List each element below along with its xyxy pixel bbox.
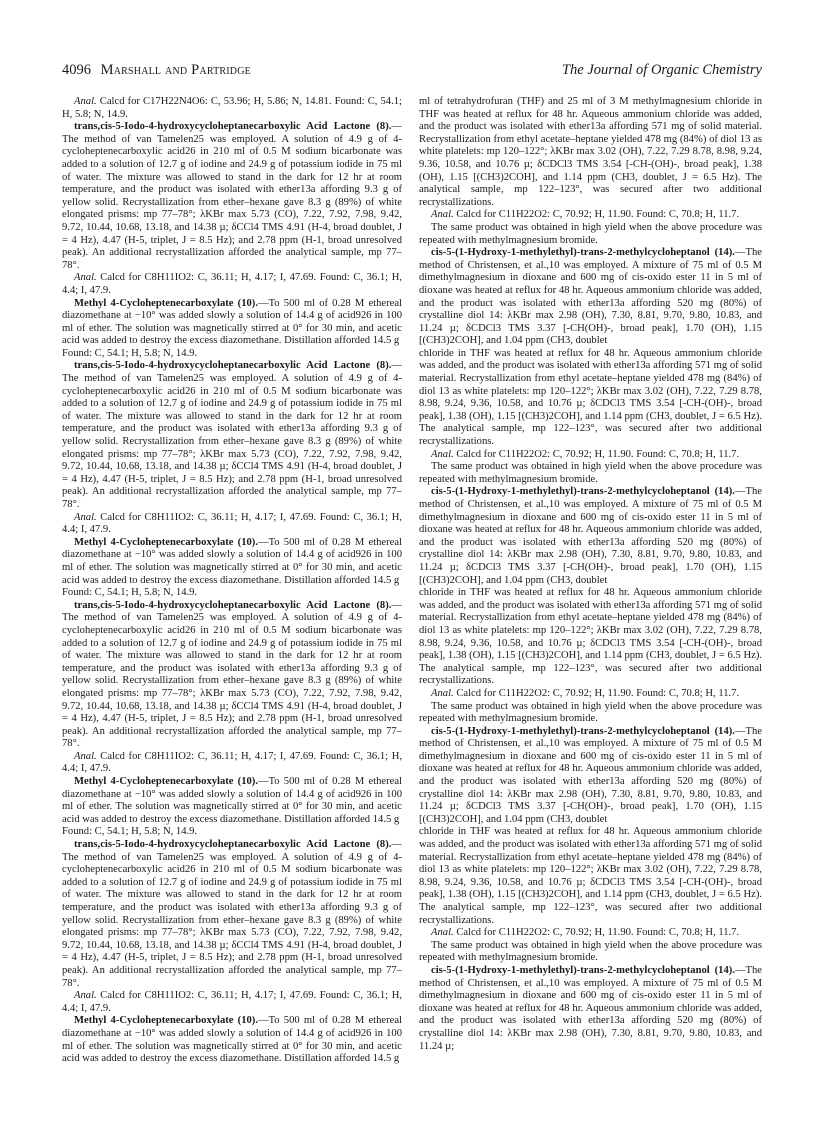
procedure-text: —The method of Christensen, et al.,10 was employed. A mixture of 75 ml of 0.5 M dimethylmagnesium in dioxane and 600 mg of cis-oxido ester 11 in 5 ml of dioxane was heated at reflux for 48 hr. Aqueous ammonium chloride was added, and the product was isolated with ether13a affording 520 mg (80%) of crystalline diol 14: λKBr max 2.98 (OH), 7.30, 8.81, 9.70, 9.80, 10.83, and 11.24 µ; δCDCl3 TMS 3.37 [-CH(OH)-, broad peak], 1.70 (OH), 1.15 [(CH3)2COH], and 1.04 ppm (CH3, doublet	[419, 486, 762, 586]
analysis-label: Anal.	[431, 927, 454, 939]
compound-title: Methyl 4-Cycloheptenecarboxylate (10).	[74, 776, 258, 788]
body-paragraph: The same product was obtained in high yield when the above procedure was repeated with methylmagnesium bromide.	[419, 461, 762, 485]
compound-title: trans,cis-5-Iodo-4-hydroxycycloheptanecarboxylic Acid Lactone (8).	[74, 839, 392, 851]
analysis-values: Calcd for C11H22O2: C, 70.92; H, 11.90. Found: C, 70.8; H, 11.7.	[456, 448, 740, 460]
overlapping-text-fragment: chloride in THF was heated at reflux for 48 hr. Aqueous ammonium chloride was added, and the product was isolated with ether13a affording 571 mg of solid material. Recrystallization from ethyl acetate–heptane yielded 478 mg (84%) of diol 13 as white platelets: mp 120–122°; λKBr max 3.02 (OH), 7.22, 7.29 8.78, 8.98, 9.24, 9.36, 10.58, and 10.76 µ; δCDCl3 TMS 3.54 [-CH-(OH)-, broad peak], 1.38 (OH), 1.15 [(CH3)2COH], and 1.14 ppm (CH3, doublet, J = 6.5 Hz). The analytical sample, mp 122–123°, was secured after two additional recrystallizations.	[419, 826, 762, 926]
body-paragraph: The same product was obtained in high yield when the above procedure was repeated with methylmagnesium bromide.	[419, 939, 762, 964]
analysis-values: Calcd for C11H22O2: C, 70.92; H, 11.90. Found: C, 70.8; H, 11.7.	[456, 687, 740, 699]
compound-title: Methyl 4-Cycloheptenecarboxylate (10).	[74, 297, 258, 309]
procedure-paragraph	[62, 1015, 402, 1065]
page-number: 4096	[62, 62, 91, 78]
procedure-paragraph	[62, 537, 402, 587]
analysis-label: Anal.	[74, 750, 97, 762]
compound-title: trans,cis-5-Iodo-4-hydroxycycloheptanecarboxylic Acid Lactone (8).	[74, 599, 392, 611]
procedure-text: —The method of van Tamelen25 was employed. A solution of 4.9 g of 4-cycloheptenecarboxylic acid26 in 210 ml of 0.5 M sodium bicarbonate was added to a solution of 12.7 g of iodine and 24.9 g of potassium iodide in 75 ml of water. The mixture was allowed to stand in the dark for 12 hr at room temperature, and the product was isolated with ether13a affording 9.3 g of yellow solid. Recrystallization from ether–hexane gave 8.3 g (89%) of white elongated prisms: mp 77–78°; λKBr max 5.73 (CO), 7.22, 7.92, 7.98, 9.42, 9.72, 10.44, 10.68, 13.18, and 14.38 µ; δCCl4 TMS 4.91 (H-4, broad doublet, J = 4 Hz), 4.47 (H-5, triplet, J = 8.5 Hz); and 2.78 ppm (H-1, broad unresolved peak). An additional recrystallization afforded the analytical sample, mp 77–78°.	[62, 599, 402, 750]
compound-title: Methyl 4-Cycloheptenecarboxylate (10).	[74, 536, 258, 548]
procedure-paragraph	[419, 965, 762, 1053]
analysis-paragraph	[62, 272, 402, 297]
procedure-text: —The method of van Tamelen25 was employed. A solution of 4.9 g of 4-cycloheptenecarboxylic acid26 in 210 ml of 0.5 M sodium bicarbonate was added to a solution of 12.7 g of iodine and 24.9 g of potassium iodide in 75 ml of water. The mixture was allowed to stand in the dark for 12 hr at room temperature, and the product was isolated with ether13a affording 9.3 g of yellow solid. Recrystallization from ether–hexane gave 8.3 g (89%) of white elongated prisms: mp 77–78°; λKBr max 5.73 (CO), 7.22, 7.92, 7.98, 9.42, 9.72, 10.44, 10.68, 13.18, and 14.38 µ; δCCl4 TMS 4.91 (H-4, broad doublet, J = 4 Hz), 4.47 (H-5, triplet, J = 8.5 Hz); and 2.78 ppm (H-1, broad unresolved peak). An additional recrystallization afforded the analytical sample, mp 77–78°.	[62, 121, 402, 271]
analysis-paragraph	[419, 927, 762, 940]
procedure-text: —To 500 ml of 0.28 M ethereal diazomethane at −10° was added slowly a solution of 14.4 g of acid926 in 100 ml of ether. The solution was magnetically stirred at 0° for 30 min, and acetic acid was added to destroy the excess diazomethane. Distillation afforded 14.5 g	[62, 297, 402, 347]
procedure-text: —The method of Christensen, et al.,10 was employed. A mixture of 75 ml of 0.5 M dimethylmagnesium in dioxane and 600 mg of cis-oxido ester 11 in 5 ml of dioxane was heated at reflux for 48 hr. Aqueous ammonium chloride was added, and the product was isolated with ether13a affording 520 mg (80%) of crystalline diol 14: λKBr max 2.98 (OH), 7.30, 8.81, 9.70, 9.80, 10.83, and 11.24 µ; δCDCl3 TMS 3.37 [-CH(OH)-, broad peak], 1.70 (OH), 1.15 [(CH3)2COH], and 1.04 ppm (CH3, doublet	[419, 247, 762, 347]
header-left	[62, 60, 251, 80]
body-paragraph: ml of tetrahydrofuran (THF) and 25 ml of 3 M methylmagnesium chloride in THF was heated at reflux for 48 hr. Aqueous ammonium chloride was added, and the product was isolated with ether13a affording 571 mg of solid material. Recrystallization from ethyl acetate–heptane yielded 478 mg (84%) of diol 13 as white platelets: mp 120–122°; λKBr max 3.02 (OH), 7.22, 7.29 8.78, 8.98, 9.24, 9.36, 10.58, and 10.76 µ; δCDCl3 TMS 3.54 [-CH-(OH)-, broad peak], 1.38 (OH), 1.15 [(CH3)2COH], and 1.14 ppm (CH3, doublet, J = 6.5 Hz). The analytical sample, mp 122–123°, was secured after two additional recrystallizations.	[419, 96, 762, 208]
analysis-paragraph	[62, 96, 402, 121]
procedure-text: —To 500 ml of 0.28 M ethereal diazomethane at −10° was added slowly a solution of 14.4 g of acid926 in 100 ml of ether. The solution was magnetically stirred at 0° for 30 min, and acetic acid was added to destroy the excess diazomethane. Distillation afforded 14.5 g	[62, 776, 402, 825]
author-names: Marshall and Partridge	[100, 62, 251, 78]
left-column	[62, 96, 402, 1147]
procedure-text: —The method of Christensen, et al.,10 was employed. A mixture of 75 ml of 0.5 M dimethylmagnesium in dioxane and 600 mg of cis-oxido ester 11 in 5 ml of dioxane was heated at reflux for 48 hr. Aqueous ammonium chloride was added, and the product was isolated with ether13a affording 520 mg (80%) of crystalline diol 14: λKBr max 2.98 (OH), 7.30, 8.81, 9.70, 9.80, 10.83, and 11.24 µ; δCDCl3 TMS 3.37 [-CH(OH)-, broad peak], 1.70 (OH), 1.15 [(CH3)2COH], and 1.04 ppm (CH3, doublet	[419, 725, 762, 825]
overlapping-text-fragment: chloride in THF was heated at reflux for 48 hr. Aqueous ammonium chloride was added, and the product was isolated with ether13a affording 571 mg of solid material. Recrystallization from ethyl acetate–heptane yielded 478 mg (84%) of diol 13 as white platelets: mp 120–122°; λKBr max 3.02 (OH), 7.22, 7.29 8.78, 8.98, 9.24, 9.36, 10.58, and 10.76 µ; δCDCl3 TMS 3.54 [-CH-(OH)-, broad peak], 1.38 (OH), 1.15 [(CH3)2COH], and 1.14 ppm (CH3, doublet, J = 6.5 Hz). The analytical sample, mp 122–123°, was secured after two additional recrystallizations.	[419, 587, 762, 687]
analysis-label: Anal.	[74, 96, 97, 107]
compound-title: cis-5-(1-Hydroxy-1-methylethyl)-trans-2-methylcycloheptanol (14).	[431, 964, 735, 976]
analysis-label: Anal.	[74, 272, 97, 284]
procedure-paragraph	[419, 486, 762, 587]
procedure-text: —The method of van Tamelen25 was employed. A solution of 4.9 g of 4-cycloheptenecarboxylic acid26 in 210 ml of 0.5 M sodium bicarbonate was added to a solution of 12.7 g of iodine and 24.9 g of potassium iodide in 75 ml of water. The mixture was allowed to stand in the dark for 12 hr at room temperature, and the product was isolated with ether13a affording 9.3 g of yellow solid. Recrystallization from ether–hexane gave 8.3 g (89%) of white elongated prisms: mp 77–78°; λKBr max 5.73 (CO), 7.22, 7.92, 7.98, 9.42, 9.72, 10.44, 10.68, 13.18, and 14.38 µ; δCCl4 TMS 4.91 (H-4, broad doublet, J = 4 Hz), 4.47 (H-5, triplet, J = 8.5 Hz); and 2.78 ppm (H-1, broad unresolved peak). An additional recrystallization afforded the analytical sample, mp 77–78°.	[62, 839, 402, 989]
procedure-paragraph	[62, 600, 402, 751]
running-header	[62, 60, 762, 80]
analysis-label: Anal.	[431, 448, 454, 460]
analysis-label: Anal.	[74, 990, 97, 1002]
journal-name: The Journal of Organic Chemistry	[561, 62, 762, 78]
overlapping-text-fragment: Found: C, 54.1; H, 5.8; N, 14.9.	[62, 347, 198, 359]
analysis-values: Calcd for C17H22N4O6: C, 53.96; H, 5.86; N, 14.81. Found: C, 54.1; H, 5.8; N, 14.9.	[62, 96, 402, 120]
body-paragraph: The same product was obtained in high yield when the above procedure was repeated with methylmagnesium bromide.	[419, 700, 762, 725]
procedure-paragraph	[62, 839, 402, 990]
compound-title: cis-5-(1-Hydroxy-1-methylethyl)-trans-2-methylcycloheptanol (14).	[431, 247, 735, 259]
procedure-paragraph	[62, 298, 402, 348]
analysis-paragraph	[62, 990, 402, 1015]
overlapping-text-fragment: chloride in THF was heated at reflux for 48 hr. Aqueous ammonium chloride was added, and the product was isolated with ether13a affording 571 mg of solid material. Recrystallization from ethyl acetate–heptane yielded 478 mg (84%) of diol 13 as white platelets: mp 120–122°; λKBr max 3.02 (OH), 7.22, 7.29 8.78, 8.98, 9.24, 9.36, 10.58, and 10.76 µ; δCDCl3 TMS 3.54 [-CH-(OH)-, broad peak], 1.38 (OH), 1.15 [(CH3)2COH], and 1.14 ppm (CH3, doublet, J = 6.5 Hz). The analytical sample, mp 122–123°, was secured after two additional recrystallizations.	[419, 347, 762, 448]
compound-title: cis-5-(1-Hydroxy-1-methylethyl)-trans-2-methylcycloheptanol (14).	[431, 725, 735, 737]
procedure-text: —To 500 ml of 0.28 M ethereal diazomethane at −10° was added slowly a solution of 14.4 g of acid926 in 100 ml of ether. The solution was magnetically stirred at 0° for 30 min, and acetic acid was added to destroy the excess diazomethane. Distillation afforded 14.5 g	[62, 536, 402, 586]
analysis-values: Calcd for C8H11IO2: C, 36.11; H, 4.17; I, 47.69. Found: C, 36.1; H, 4.4; I, 47.9.	[62, 511, 402, 536]
analysis-values: Calcd for C8H11IO2: C, 36.11; H, 4.17; I, 47.69. Found: C, 36.1; H, 4.4; I, 47.9.	[62, 750, 402, 775]
procedure-text: —The method of Christensen, et al.,10 was employed. A mixture of 75 ml of 0.5 M dimethylmagnesium in dioxane and 600 mg of cis-oxido ester 11 in 5 ml of dioxane was heated at reflux for 48 hr. Aqueous ammonium chloride was added, and the product was isolated with ether13a affording 520 mg (80%) of crystalline diol 14: λKBr max 2.98 (OH), 7.30, 8.81, 9.70, 9.80, 10.83, and 11.24 µ;	[419, 964, 762, 1052]
analysis-paragraph	[419, 688, 762, 701]
compound-title: trans,cis-5-Iodo-4-hydroxycycloheptanecarboxylic Acid Lactone (8).	[74, 121, 392, 133]
procedure-paragraph	[419, 726, 762, 827]
procedure-paragraph	[62, 121, 402, 272]
analysis-label: Anal.	[431, 687, 454, 699]
procedure-text: —The method of van Tamelen25 was employed. A solution of 4.9 g of 4-cycloheptenecarboxylic acid26 in 210 ml of 0.5 M sodium bicarbonate was added to a solution of 12.7 g of iodine and 24.9 g of potassium iodide in 75 ml of water. The mixture was allowed to stand in the dark for 12 hr at room temperature, and the product was isolated with ether13a affording 9.3 g of yellow solid. Recrystallization from ether–hexane gave 8.3 g (89%) of white elongated prisms: mp 77–78°; λKBr max 5.73 (CO), 7.22, 7.92, 7.98, 9.42, 9.72, 10.44, 10.68, 13.18, and 14.38 µ; δCCl4 TMS 4.91 (H-4, broad doublet, J = 4 Hz), 4.47 (H-5, triplet, J = 8.5 Hz); and 2.78 ppm (H-1, broad unresolved peak). An additional recrystallization afforded the analytical sample, mp 77–78°.	[62, 360, 402, 510]
analysis-values: Calcd for C8H11IO2: C, 36.11; H, 4.17; I, 47.69. Found: C, 36.1; H, 4.4; I, 47.9.	[62, 272, 402, 296]
body-paragraph: The same product was obtained in high yield when the above procedure was repeated with methylmagnesium bromide.	[419, 221, 762, 246]
analysis-values: Calcd for C8H11IO2: C, 36.11; H, 4.17; I, 47.69. Found: C, 36.1; H, 4.4; I, 47.9.	[62, 990, 402, 1014]
procedure-paragraph	[62, 360, 402, 511]
compound-title: Methyl 4-Cycloheptenecarboxylate (10).	[74, 1015, 258, 1027]
right-column	[419, 96, 762, 1147]
procedure-text: —To 500 ml of 0.28 M ethereal diazomethane at −10° was added slowly a solution of 14.4 g of acid926 in 100 ml of ether. The solution was magnetically stirred at 0° for 30 min, and acetic acid was added to destroy the excess diazomethane. Distillation afforded 14.5 g	[62, 1015, 402, 1065]
analysis-paragraph	[62, 512, 402, 537]
procedure-paragraph	[419, 247, 762, 348]
compound-title: trans,cis-5-Iodo-4-hydroxycycloheptanecarboxylic Acid Lactone (8).	[74, 360, 392, 372]
analysis-values: Calcd for C11H22O2: C, 70.92; H, 11.90. Found: C, 70.8; H, 11.7.	[456, 927, 740, 939]
overlapping-text-fragment: Found: C, 54.1; H, 5.8; N, 14.9.	[62, 587, 198, 599]
compound-title: cis-5-(1-Hydroxy-1-methylethyl)-trans-2-methylcycloheptanol (14).	[431, 486, 735, 498]
analysis-values: Calcd for C11H22O2: C, 70.92; H, 11.90. Found: C, 70.8; H, 11.7.	[456, 209, 740, 221]
procedure-paragraph	[62, 776, 402, 826]
analysis-paragraph	[419, 209, 762, 222]
overlapping-text-fragment: Found: C, 54.1; H, 5.8; N, 14.9.	[62, 826, 198, 838]
analysis-label: Anal.	[431, 209, 454, 221]
analysis-label: Anal.	[74, 511, 97, 523]
analysis-paragraph	[419, 449, 762, 462]
analysis-paragraph	[62, 751, 402, 776]
